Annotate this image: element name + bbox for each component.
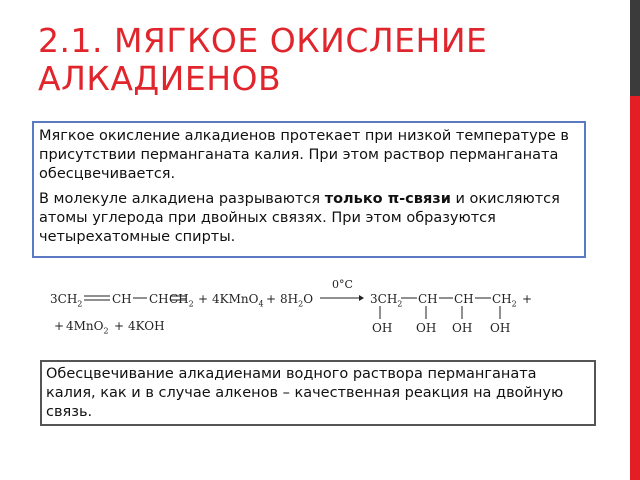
eq-term: $3CH_2$ bbox=[50, 292, 83, 309]
plus-sign: + bbox=[198, 292, 209, 306]
eq-term: 4KMnO$_4$ bbox=[212, 292, 264, 309]
right-dark-bar bbox=[630, 0, 640, 96]
oh-group: OH bbox=[372, 321, 393, 335]
eq-term: CH bbox=[149, 292, 169, 306]
info-paragraph-1: Мягкое окисление алкадиенов протекает при низкой температуре в присутствии перманганата калия. При этом раствор перманганата обесцвечивается. bbox=[39, 128, 569, 182]
single-bond-icon bbox=[132, 292, 148, 304]
info-text: В молекуле алкадиена разрываются bbox=[39, 191, 325, 207]
plus-sign: + bbox=[522, 292, 533, 306]
eq-term: $CH_2$ bbox=[169, 292, 194, 309]
single-bond-icon bbox=[400, 292, 418, 304]
eq-term: $CH_2$ bbox=[492, 292, 517, 309]
info-paragraph-2 bbox=[39, 190, 579, 247]
eq-term: 4MnO$_2$ bbox=[66, 319, 109, 336]
reaction-condition: 0°C bbox=[332, 278, 353, 291]
eq-term: 4KOH bbox=[128, 319, 165, 333]
info-box bbox=[32, 121, 586, 258]
eq-term: CH bbox=[454, 292, 474, 306]
eq-term: $8H_2O$ bbox=[280, 292, 314, 309]
single-bond-icon bbox=[474, 292, 492, 304]
oh-group: OH bbox=[452, 321, 473, 335]
eq-term: CH bbox=[112, 292, 132, 306]
eq-term: CH bbox=[418, 292, 438, 306]
eq-term: $3CH_2$ bbox=[370, 292, 403, 309]
info-text: и окисляются атомы углерода при двойных связях. При этом образуются четырехатомные спирты. bbox=[39, 191, 560, 245]
plus-sign: + bbox=[114, 319, 125, 333]
oh-group: OH bbox=[490, 321, 511, 335]
plus-sign: + bbox=[266, 292, 277, 306]
double-bond-icon bbox=[82, 292, 112, 304]
vertical-bonds-icon bbox=[376, 306, 506, 320]
single-bond-icon bbox=[438, 292, 454, 304]
arrow-icon bbox=[319, 292, 365, 304]
reaction-equation bbox=[36, 278, 596, 342]
plus-sign: + bbox=[54, 319, 65, 333]
info-bold-text: только π-связи bbox=[324, 191, 451, 207]
slide-title: 2.1. МЯГКОЕ ОКИСЛЕНИЕ АЛКАДИЕНОВ bbox=[38, 21, 488, 98]
conclusion-box: Обесцвечивание алкадиенами водного раствора перманганата калия, как и в случае алкенов – качественная реакция на двойную связь. bbox=[40, 360, 596, 426]
oh-group: OH bbox=[416, 321, 437, 335]
